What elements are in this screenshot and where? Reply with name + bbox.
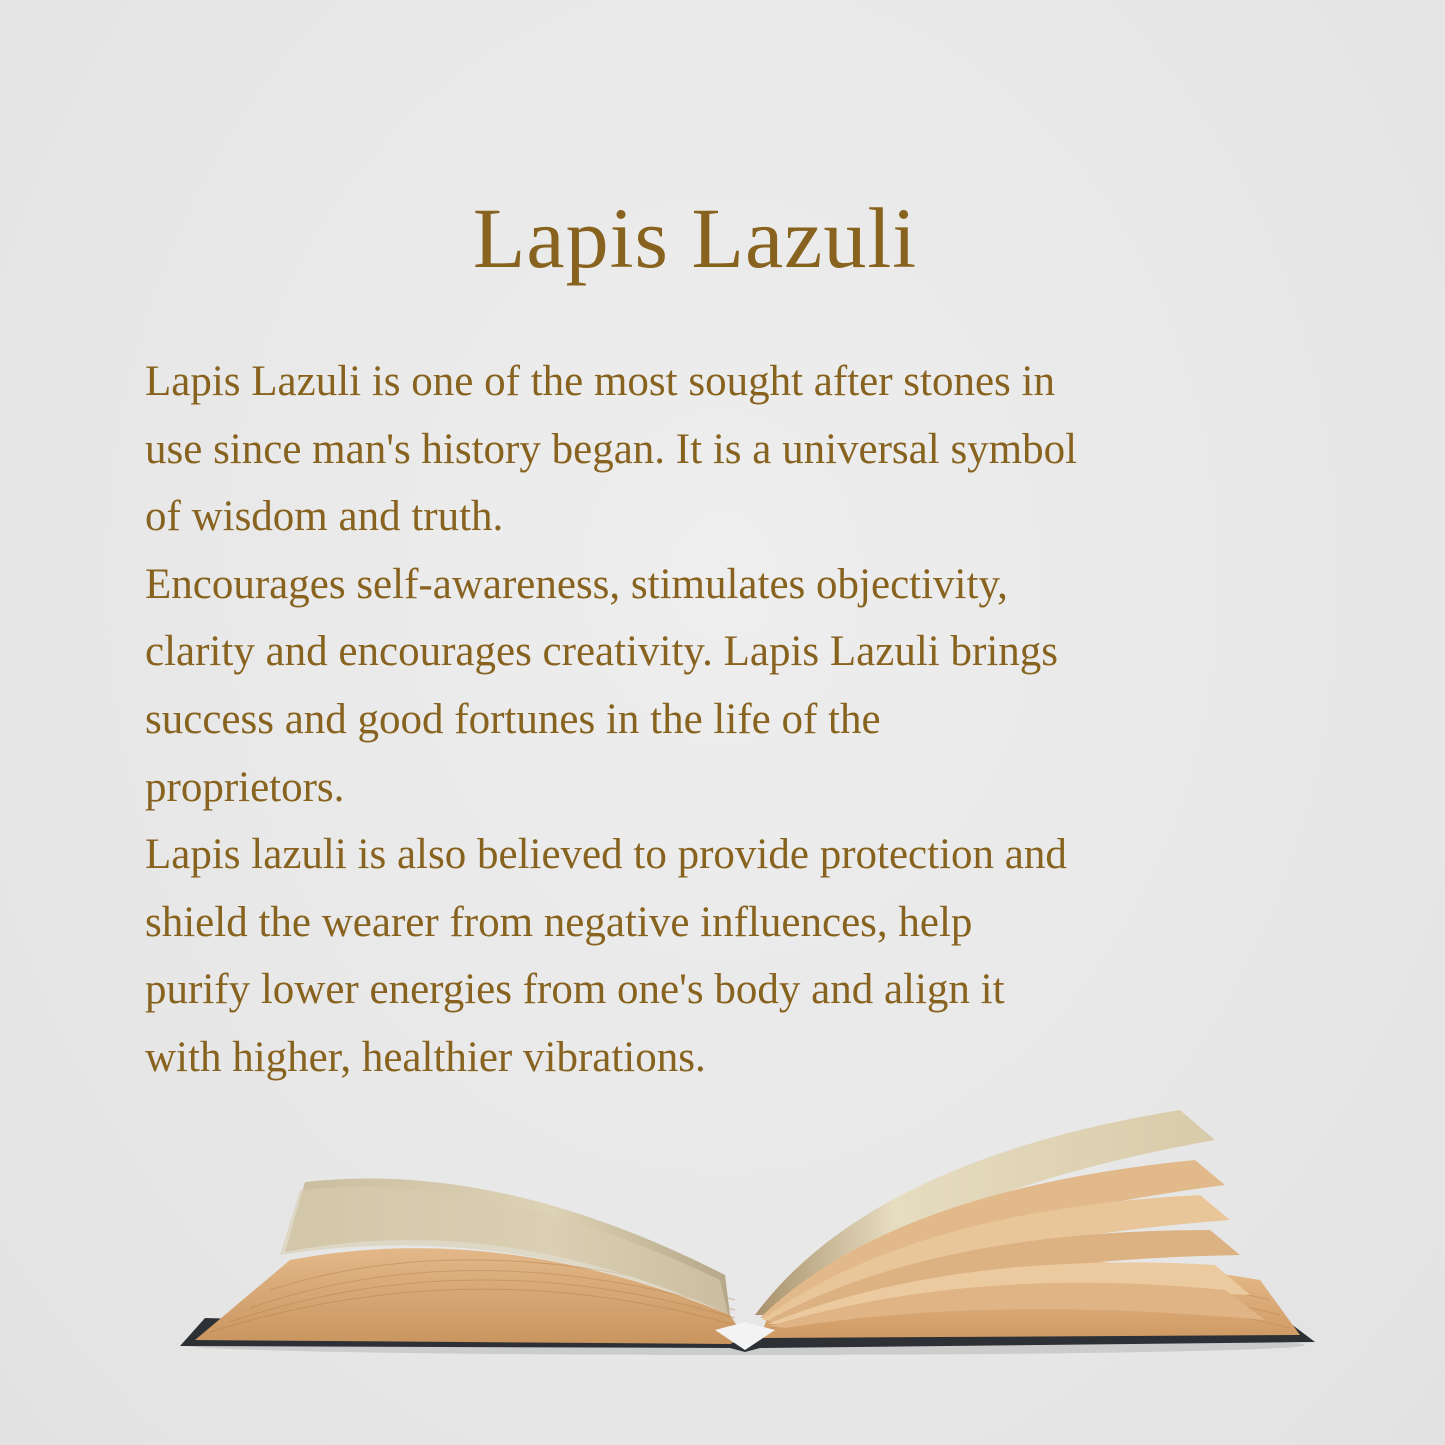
- description-line: success and good fortunes in the life of the: [145, 695, 881, 743]
- description-line: proprietors.: [145, 763, 345, 811]
- description-text: [145, 348, 1345, 1092]
- description-line: of wisdom and truth.: [145, 493, 504, 541]
- description-line: Encourages self-awareness, stimulates objectivity,: [145, 560, 1008, 608]
- description-line: use since man's history began. It is a universal symbol: [145, 425, 1078, 473]
- description-line: with higher, healthier vibrations.: [145, 1033, 706, 1081]
- description-line: clarity and encourages creativity. Lapis Lazuli brings: [145, 628, 1058, 676]
- description-line: purify lower energies from one's body and align it: [145, 966, 1005, 1014]
- page-title: Lapis Lazuli: [472, 190, 918, 286]
- description-line: shield the wearer from negative influences, help: [145, 898, 973, 946]
- description-line: Lapis Lazuli is one of the most sought after stones in: [145, 358, 1055, 405]
- description-line: Lapis lazuli is also believed to provide protection and: [145, 831, 1067, 879]
- open-book-icon: [170, 1100, 1320, 1400]
